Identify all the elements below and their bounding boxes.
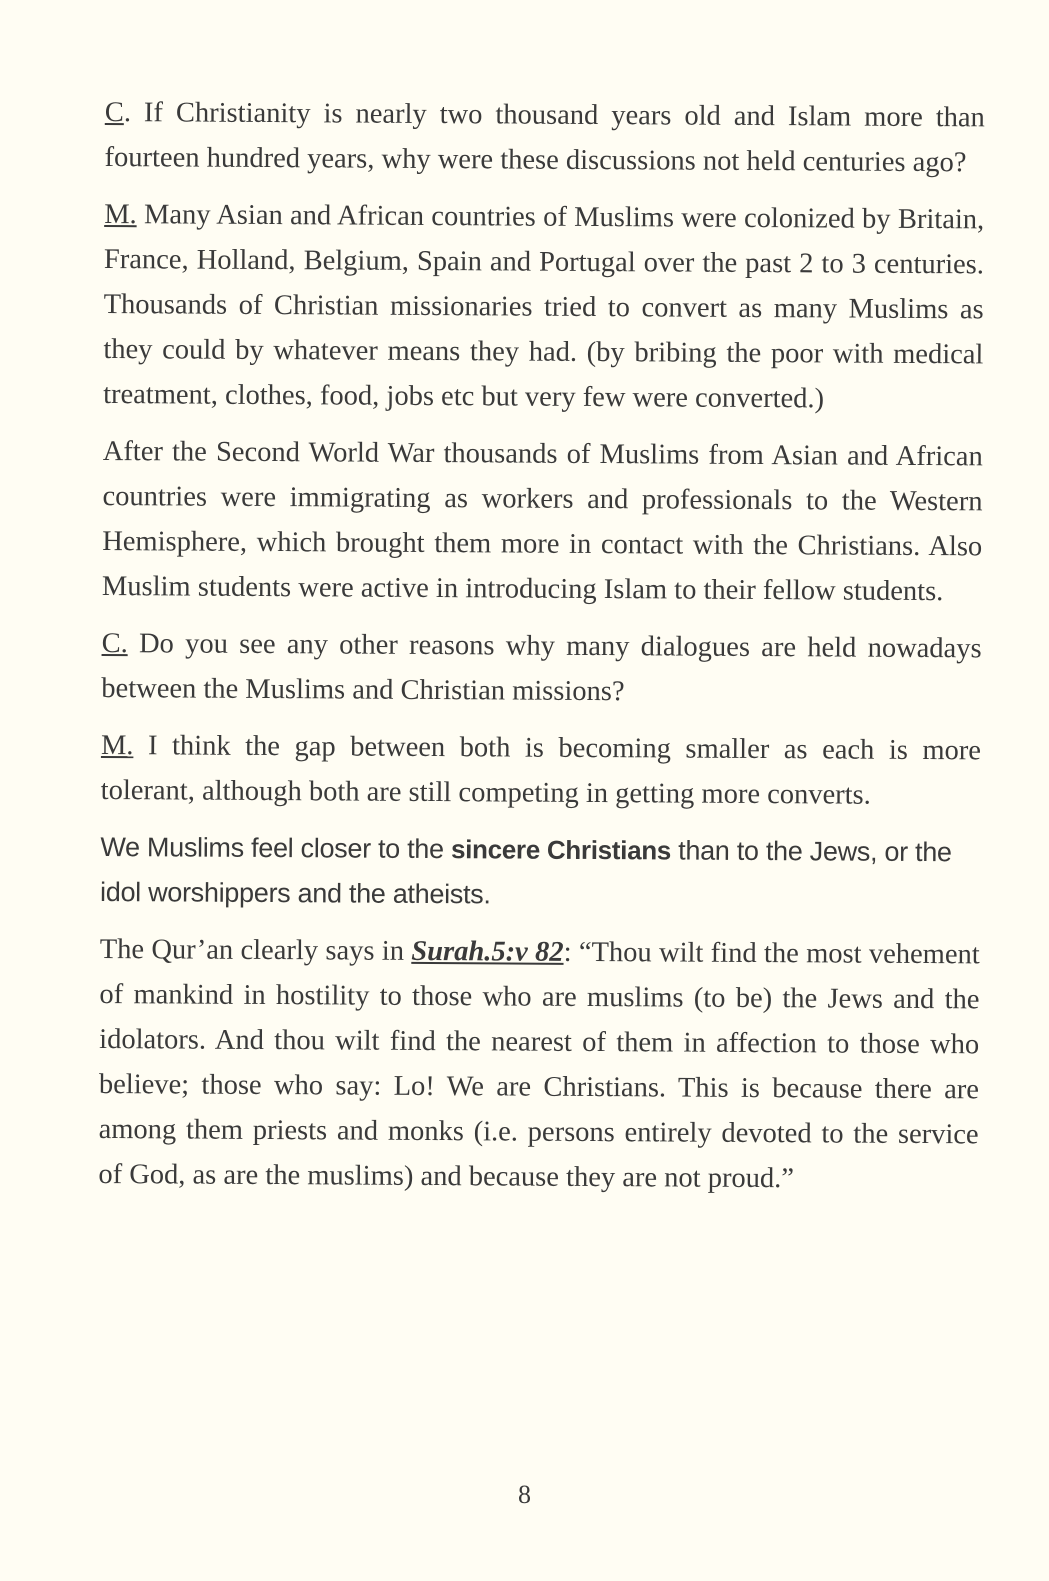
- page-body: [98, 90, 985, 1214]
- paragraph-muslim-answer-1: [103, 192, 984, 422]
- paragraph-text: . If Christianity is nearly two thousand years old and Islam more than fourteen hundred years, why were these discussions not held centuries ago?: [104, 97, 985, 179]
- paragraph-closer: [100, 825, 981, 920]
- paragraph-post-war: [102, 429, 983, 614]
- paragraph-quran-quote: [98, 927, 980, 1202]
- paragraph-text: Do you see any other reasons why many dialogues are held nowadays between the Muslims and Christian missions?: [101, 628, 982, 708]
- paragraph-text: Many Asian and African countries of Muslims were colonized by Britain, France, Holland, Belgium, Spain and Portugal over the past 2 to 3 centuries. Thousands of Christian missionaries tried to convert as many Muslims as they could by whatever means they had. (by bribing the poor with medical treatment, clothes, food, jobs etc but very few were converted.): [103, 199, 985, 415]
- paragraph-text: After the Second World War thousands of Muslims from Asian and African countries were immigrating as workers and professionals to the Western Hemisphere, which brought them more in contact with the Christians. Also Muslim students were active in introducing Islam to their fellow students.: [101, 435, 983, 608]
- paragraph-christian-question-2: [101, 621, 982, 716]
- speaker-label: M.: [104, 198, 137, 231]
- page-number: 8: [518, 1480, 531, 1509]
- paragraph-text: The Qur’an clearly says in: [99, 933, 412, 967]
- paragraph-text: : “Thou wilt find the most vehement of mankind in hostility to those who are muslims (to be) the Jews and the idolators. And thou wilt find the nearest of them in affection to those who believe; those who say: Lo! We are Christians. This is because there are among them priests and monks (i.e. persons entirely devoted to the service of God, as are the muslims) and because they are not proud.”: [98, 936, 980, 1195]
- speaker-label: C.: [101, 627, 128, 660]
- bold-emphasis: sincere Christians: [450, 834, 672, 866]
- paragraph-christian-question-1: [104, 90, 985, 185]
- speaker-label: C: [104, 96, 124, 129]
- paragraph-muslim-answer-2: [101, 723, 982, 818]
- speaker-label: M.: [100, 729, 134, 762]
- paragraph-text: We Muslims feel closer to the: [100, 831, 452, 865]
- surah-reference: Surah.5:v 82: [411, 935, 564, 968]
- paragraph-text: than to the Jews, or the idol worshippers and the atheists.: [100, 835, 952, 910]
- paragraph-text: I think the gap between both is becoming smaller as each is more tolerant, although both are still competing in getting more converts.: [100, 730, 982, 811]
